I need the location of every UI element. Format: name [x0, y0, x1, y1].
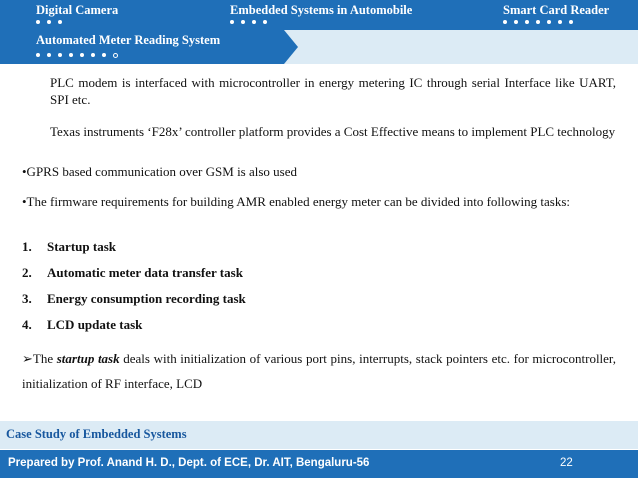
progress-dot	[503, 20, 507, 24]
nav-tab-smart-card-reader[interactable]: Smart Card Reader	[503, 3, 610, 17]
arrow-bullet-icon: ➢	[22, 351, 33, 366]
task-list	[22, 239, 246, 343]
task-label: Automatic meter data transfer task	[47, 265, 243, 280]
active-section-dots	[36, 51, 118, 59]
list-item	[22, 265, 246, 291]
active-section-title[interactable]: Automated Meter Reading System	[36, 33, 221, 47]
startup-task-note	[22, 346, 616, 396]
task-number: 4.	[22, 317, 32, 332]
progress-dot	[241, 20, 245, 24]
progress-dot	[252, 20, 256, 24]
progress-dot	[80, 53, 84, 57]
progress-dot	[58, 53, 62, 57]
nav-tab-embedded-automobile[interactable]: Embedded Systems in Automobile	[230, 3, 413, 17]
startup-task-emphasis: startup task	[56, 351, 120, 366]
task-number: 3.	[22, 291, 32, 306]
startup-note-suffix: deals with initialization of various port pins, interrupts, stack pointers etc. for microcontroller, initialization of RF interface, LCD	[22, 351, 616, 391]
progress-dot	[547, 20, 551, 24]
firmware-bullet: •The firmware requirements for building AMR enabled energy meter can be divided into following tasks:	[22, 194, 570, 209]
plc-modem-paragraph: PLC modem is interfaced with microcontroller in energy metering IC through serial Interface like UART, SPI etc.	[50, 75, 616, 107]
startup-note-prefix: The	[32, 351, 57, 366]
task-label: Startup task	[47, 239, 116, 254]
progress-dot	[102, 53, 106, 57]
progress-dot	[525, 20, 529, 24]
progress-dot	[514, 20, 518, 24]
slide-content	[0, 64, 638, 420]
nav-tab-digital-camera[interactable]: Digital Camera	[36, 3, 119, 17]
nav-tab-digital-camera-dots	[36, 18, 62, 26]
progress-dot	[263, 20, 267, 24]
progress-dot	[536, 20, 540, 24]
progress-dot	[36, 53, 40, 57]
current-slide-dot	[113, 53, 118, 58]
progress-dot	[47, 20, 51, 24]
progress-dot	[69, 53, 73, 57]
task-label: Energy consumption recording task	[47, 291, 246, 306]
list-item	[22, 317, 246, 343]
list-item	[22, 291, 246, 317]
task-number: 2.	[22, 265, 32, 280]
progress-dot	[47, 53, 51, 57]
task-number: 1.	[22, 239, 32, 254]
progress-dot	[91, 53, 95, 57]
progress-dot	[58, 20, 62, 24]
footer-credit: Prepared by Prof. Anand H. D., Dept. of ECE, Dr. AIT, Bengaluru-56	[8, 457, 370, 469]
task-label: LCD update task	[47, 317, 143, 332]
nav-tab-smart-card-reader-dots	[503, 18, 573, 26]
gprs-bullet: •GPRS based communication over GSM is also used	[22, 164, 298, 179]
progress-dot	[36, 20, 40, 24]
page-number: 22	[560, 457, 573, 469]
progress-dot	[230, 20, 234, 24]
list-item	[22, 239, 246, 265]
texas-instruments-paragraph: Texas instruments ‘F28x’ controller platform provides a Cost Effective means to implement PLC technology	[50, 124, 616, 139]
progress-dot	[558, 20, 562, 24]
nav-tab-embedded-automobile-dots	[230, 18, 267, 26]
section-title: Case Study of Embedded Systems	[6, 427, 187, 441]
progress-dot	[569, 20, 573, 24]
